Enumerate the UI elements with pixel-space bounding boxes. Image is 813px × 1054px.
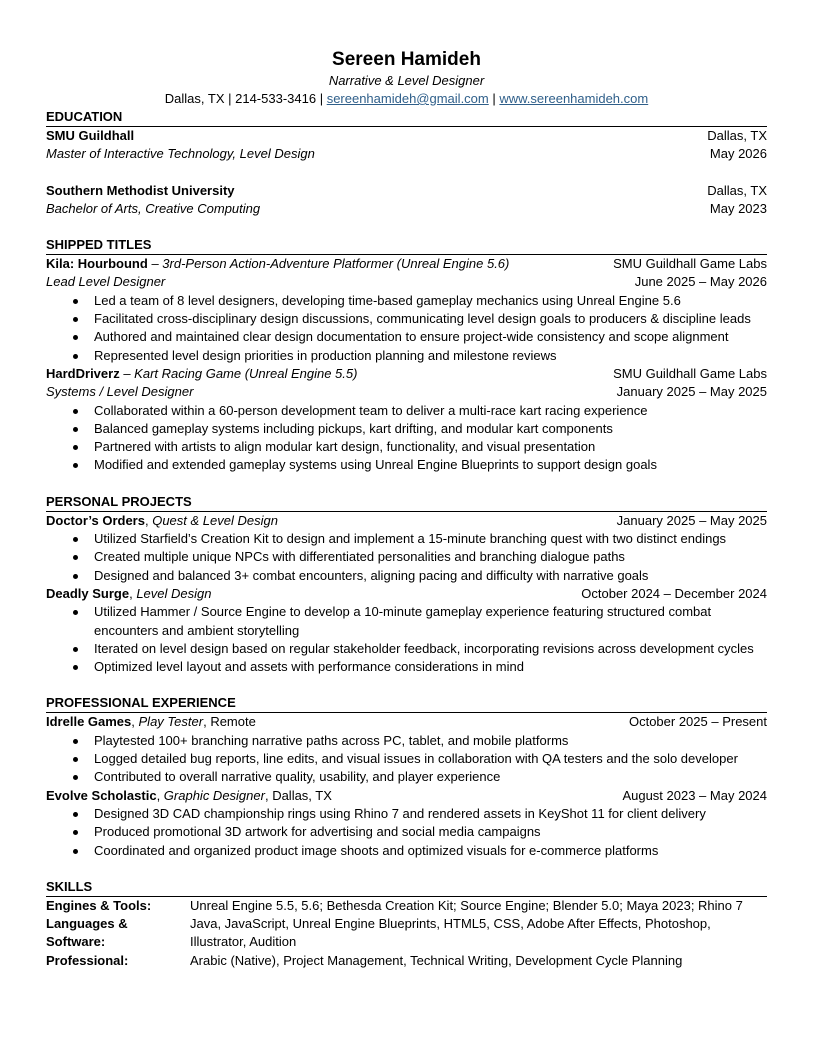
list-item: Coordinated and organized product image shoots and optimized visuals for e-commerce platforms [46, 842, 767, 860]
section-title: SHIPPED TITLES [46, 236, 767, 255]
organization: SMU Guildhall Game Labs [613, 256, 767, 272]
project-name: Deadly Surge [46, 585, 130, 601]
list-item: Partnered with artists to align modular kart design, functionality, and visual presentation [46, 438, 767, 456]
company-name: Evolve Scholastic [46, 787, 157, 803]
shipped-titles-section [46, 236, 767, 475]
role: Systems / Level Designer [46, 384, 194, 400]
skills-section [46, 878, 767, 970]
skill-value: Arabic (Native), Project Management, Technical Writing, Development Cycle Planning [190, 952, 683, 968]
education-entry [46, 127, 767, 164]
school-name: Southern Methodist University [46, 182, 235, 198]
shipped-entry: Kila: Hourbound – 3rd-Person Action-Adventure Platformer (Unreal Engine 5.6) SMU Guildhall Game Labs Lead Level Designer June 2025 – May 2026 Led a team of 8 level designers, developing time-based gameplay mechanics using Unreal Engine 5.6 Facilitated cross-disciplinary design discussions, communicating level design goals to producers & discipline leads Authored and maintained clear design documentation to ensure project-wide consistency and scope alignment Represented level design priorities in production planning and milestone reviews [46, 255, 767, 365]
project-entry: Deadly Surge, Level Design October 2024 – December 2024 Utilized Hammer / Source Engine to develop a 10-minute gameplay experience featuring structured combat encounters and ambient storytelling Iterated on level design based on regular stakeholder feedback, incorporating revisions across development cycles Optimized level layout and assets with performance considerations in mind [46, 585, 767, 676]
professional-experience-section [46, 694, 767, 859]
project-name: Kila: Hourbound [46, 256, 148, 272]
list-item: Logged detailed bug reports, line edits, and visual issues in collaboration with QA testers and the solo developer [46, 750, 767, 768]
education-entry [46, 182, 767, 219]
personal-projects-section [46, 493, 767, 677]
skill-label: Professional: [46, 952, 129, 968]
graduation-date: May 2026 [709, 146, 767, 162]
list-item: Iterated on level design based on regular stakeholder feedback, incorporating revisions across development cycles [46, 640, 767, 658]
skill-label: Engines & Tools: [46, 897, 152, 913]
school-location: Dallas, TX [707, 182, 767, 198]
skill-value: Java, JavaScript, Unreal Engine Blueprints, HTML5, CSS, Adobe After Effects, Photoshop, Illustrator, Audition [190, 916, 711, 950]
job-entry: Evolve Scholastic, Graphic Designer, Dallas, TX August 2023 – May 2024 Designed 3D CAD championship rings using Rhino 7 and rendered assets in KeyShot 11 for client delivery Produced promotional 3D artwork for advertising and social media campaigns Coordinated and organized product image shoots and optimized visuals for e-commerce platforms [46, 787, 767, 860]
resume-page [46, 48, 767, 970]
list-item: Collaborated within a 60-person development team to deliver a multi-race kart racing experience [46, 402, 767, 420]
contact-line: Dallas, TX | 214-533-3416 | sereenhamideh@gmail.com | www.sereenhamideh.com [164, 91, 649, 106]
organization: SMU Guildhall Game Labs [613, 365, 767, 381]
job-entry: Idrelle Games, Play Tester, Remote October 2025 – Present Playtested 100+ branching narrative paths across PC, tablet, and mobile platforms Logged detailed bug reports, line edits, and visual issues in collaboration with QA testers and the solo developer Contributed to overall narrative quality, usability, and player experience [46, 713, 767, 786]
list-item: Utilized Starfield’s Creation Kit to design and implement a 15-minute branching quest with two distinct endings [46, 530, 767, 548]
project-name: Doctor’s Orders [46, 512, 145, 528]
location: Dallas, TX [164, 91, 225, 106]
list-item: Utilized Hammer / Source Engine to develop a 10-minute gameplay experience featuring structured combat encounters and ambient storytelling [46, 603, 767, 640]
date-range: August 2023 – May 2024 [622, 787, 767, 803]
candidate-title: Narrative & Level Designer [328, 73, 485, 88]
list-item: Facilitated cross-disciplinary design discussions, communicating level design goals to producers & discipline leads [46, 310, 767, 328]
graduation-date: May 2023 [709, 200, 767, 216]
list-item: Represented level design priorities in production planning and milestone reviews [46, 347, 767, 365]
section-title: PROFESSIONAL EXPERIENCE [46, 694, 767, 713]
project-description: Level Design [136, 585, 212, 601]
project-entry: Doctor’s Orders, Quest & Level Design January 2025 – May 2025 Utilized Starfield’s Creation Kit to design and implement a 15-minute branching quest with two distinct endings Created multiple unique NPCs with differentiated personalities and branching dialogue paths Designed and balanced 3+ combat encounters, aligning pacing and difficulty with narrative goals [46, 512, 767, 585]
list-item: Balanced gameplay systems including pickups, kart drifting, and modular kart components [46, 420, 767, 438]
skill-value: Unreal Engine 5.5, 5.6; Bethesda Creation Kit; Source Engine; Blender 5.0; Maya 2023; Rhino 7 [190, 897, 743, 913]
degree: Bachelor of Arts, Creative Computing [46, 200, 261, 216]
degree: Master of Interactive Technology, Level Design [46, 146, 315, 162]
website-link[interactable]: www.sereenhamideh.com [499, 91, 649, 106]
project-description: Kart Racing Game (Unreal Engine 5.5) [134, 365, 358, 381]
date-range: January 2025 – May 2025 [616, 512, 767, 528]
list-item: Playtested 100+ branching narrative paths across PC, tablet, and mobile platforms [46, 732, 767, 750]
date-range: June 2025 – May 2026 [634, 274, 767, 290]
list-item: Designed and balanced 3+ combat encounters, aligning pacing and difficulty with narrative goals [46, 567, 767, 585]
date-range: January 2025 – May 2025 [616, 384, 767, 400]
skill-label: Languages & Software: [46, 916, 128, 950]
list-item: Contributed to overall narrative quality, usability, and player experience [46, 768, 767, 786]
company-name: Idrelle Games [46, 714, 132, 730]
project-description: 3rd-Person Action-Adventure Platformer (Unreal Engine 5.6) [162, 256, 510, 272]
phone: 214-533-3416 [235, 91, 317, 106]
list-item: Optimized level layout and assets with performance considerations in mind [46, 658, 767, 676]
email-link[interactable]: sereenhamideh@gmail.com [326, 91, 489, 106]
education-section [46, 108, 767, 218]
list-item: Led a team of 8 level designers, developing time-based gameplay mechanics using Unreal Engine 5.6 [46, 292, 767, 310]
shipped-entry: HardDriverz – Kart Racing Game (Unreal Engine 5.5) SMU Guildhall Game Labs Systems / Level Designer January 2025 – May 2025 Collaborated within a 60-person development team to deliver a multi-race kart racing experience Balanced gameplay systems including pickups, kart drifting, and modular kart components Partnered with artists to align modular kart design, functionality, and visual presentation Modified and extended gameplay systems using Unreal Engine Blueprints to support design goals [46, 365, 767, 475]
list-item: Produced promotional 3D artwork for advertising and social media campaigns [46, 823, 767, 841]
job-place: Dallas, TX [272, 787, 332, 803]
list-item: Designed 3D CAD championship rings using Rhino 7 and rendered assets in KeyShot 11 for client delivery [46, 805, 767, 823]
job-role: Graphic Designer [163, 787, 265, 803]
job-role: Play Tester [138, 714, 204, 730]
role: Lead Level Designer [46, 274, 166, 290]
candidate-name: Sereen Hamideh [332, 49, 481, 70]
section-title: EDUCATION [46, 108, 767, 127]
list-item: Modified and extended gameplay systems using Unreal Engine Blueprints to support design goals [46, 456, 767, 474]
school-name: SMU Guildhall [46, 128, 135, 143]
list-item: Created multiple unique NPCs with differentiated personalities and branching dialogue paths [46, 548, 767, 566]
list-item: Authored and maintained clear design documentation to ensure project-wide consistency and scope alignment [46, 328, 767, 346]
job-place: Remote [210, 714, 256, 730]
section-title: PERSONAL PROJECTS [46, 493, 767, 512]
project-description: Quest & Level Design [152, 512, 278, 528]
date-range: October 2024 – December 2024 [581, 585, 767, 601]
project-name: HardDriverz [46, 365, 120, 381]
date-range: October 2025 – Present [628, 714, 767, 730]
school-location: Dallas, TX [707, 128, 767, 143]
section-title: SKILLS [46, 878, 767, 897]
